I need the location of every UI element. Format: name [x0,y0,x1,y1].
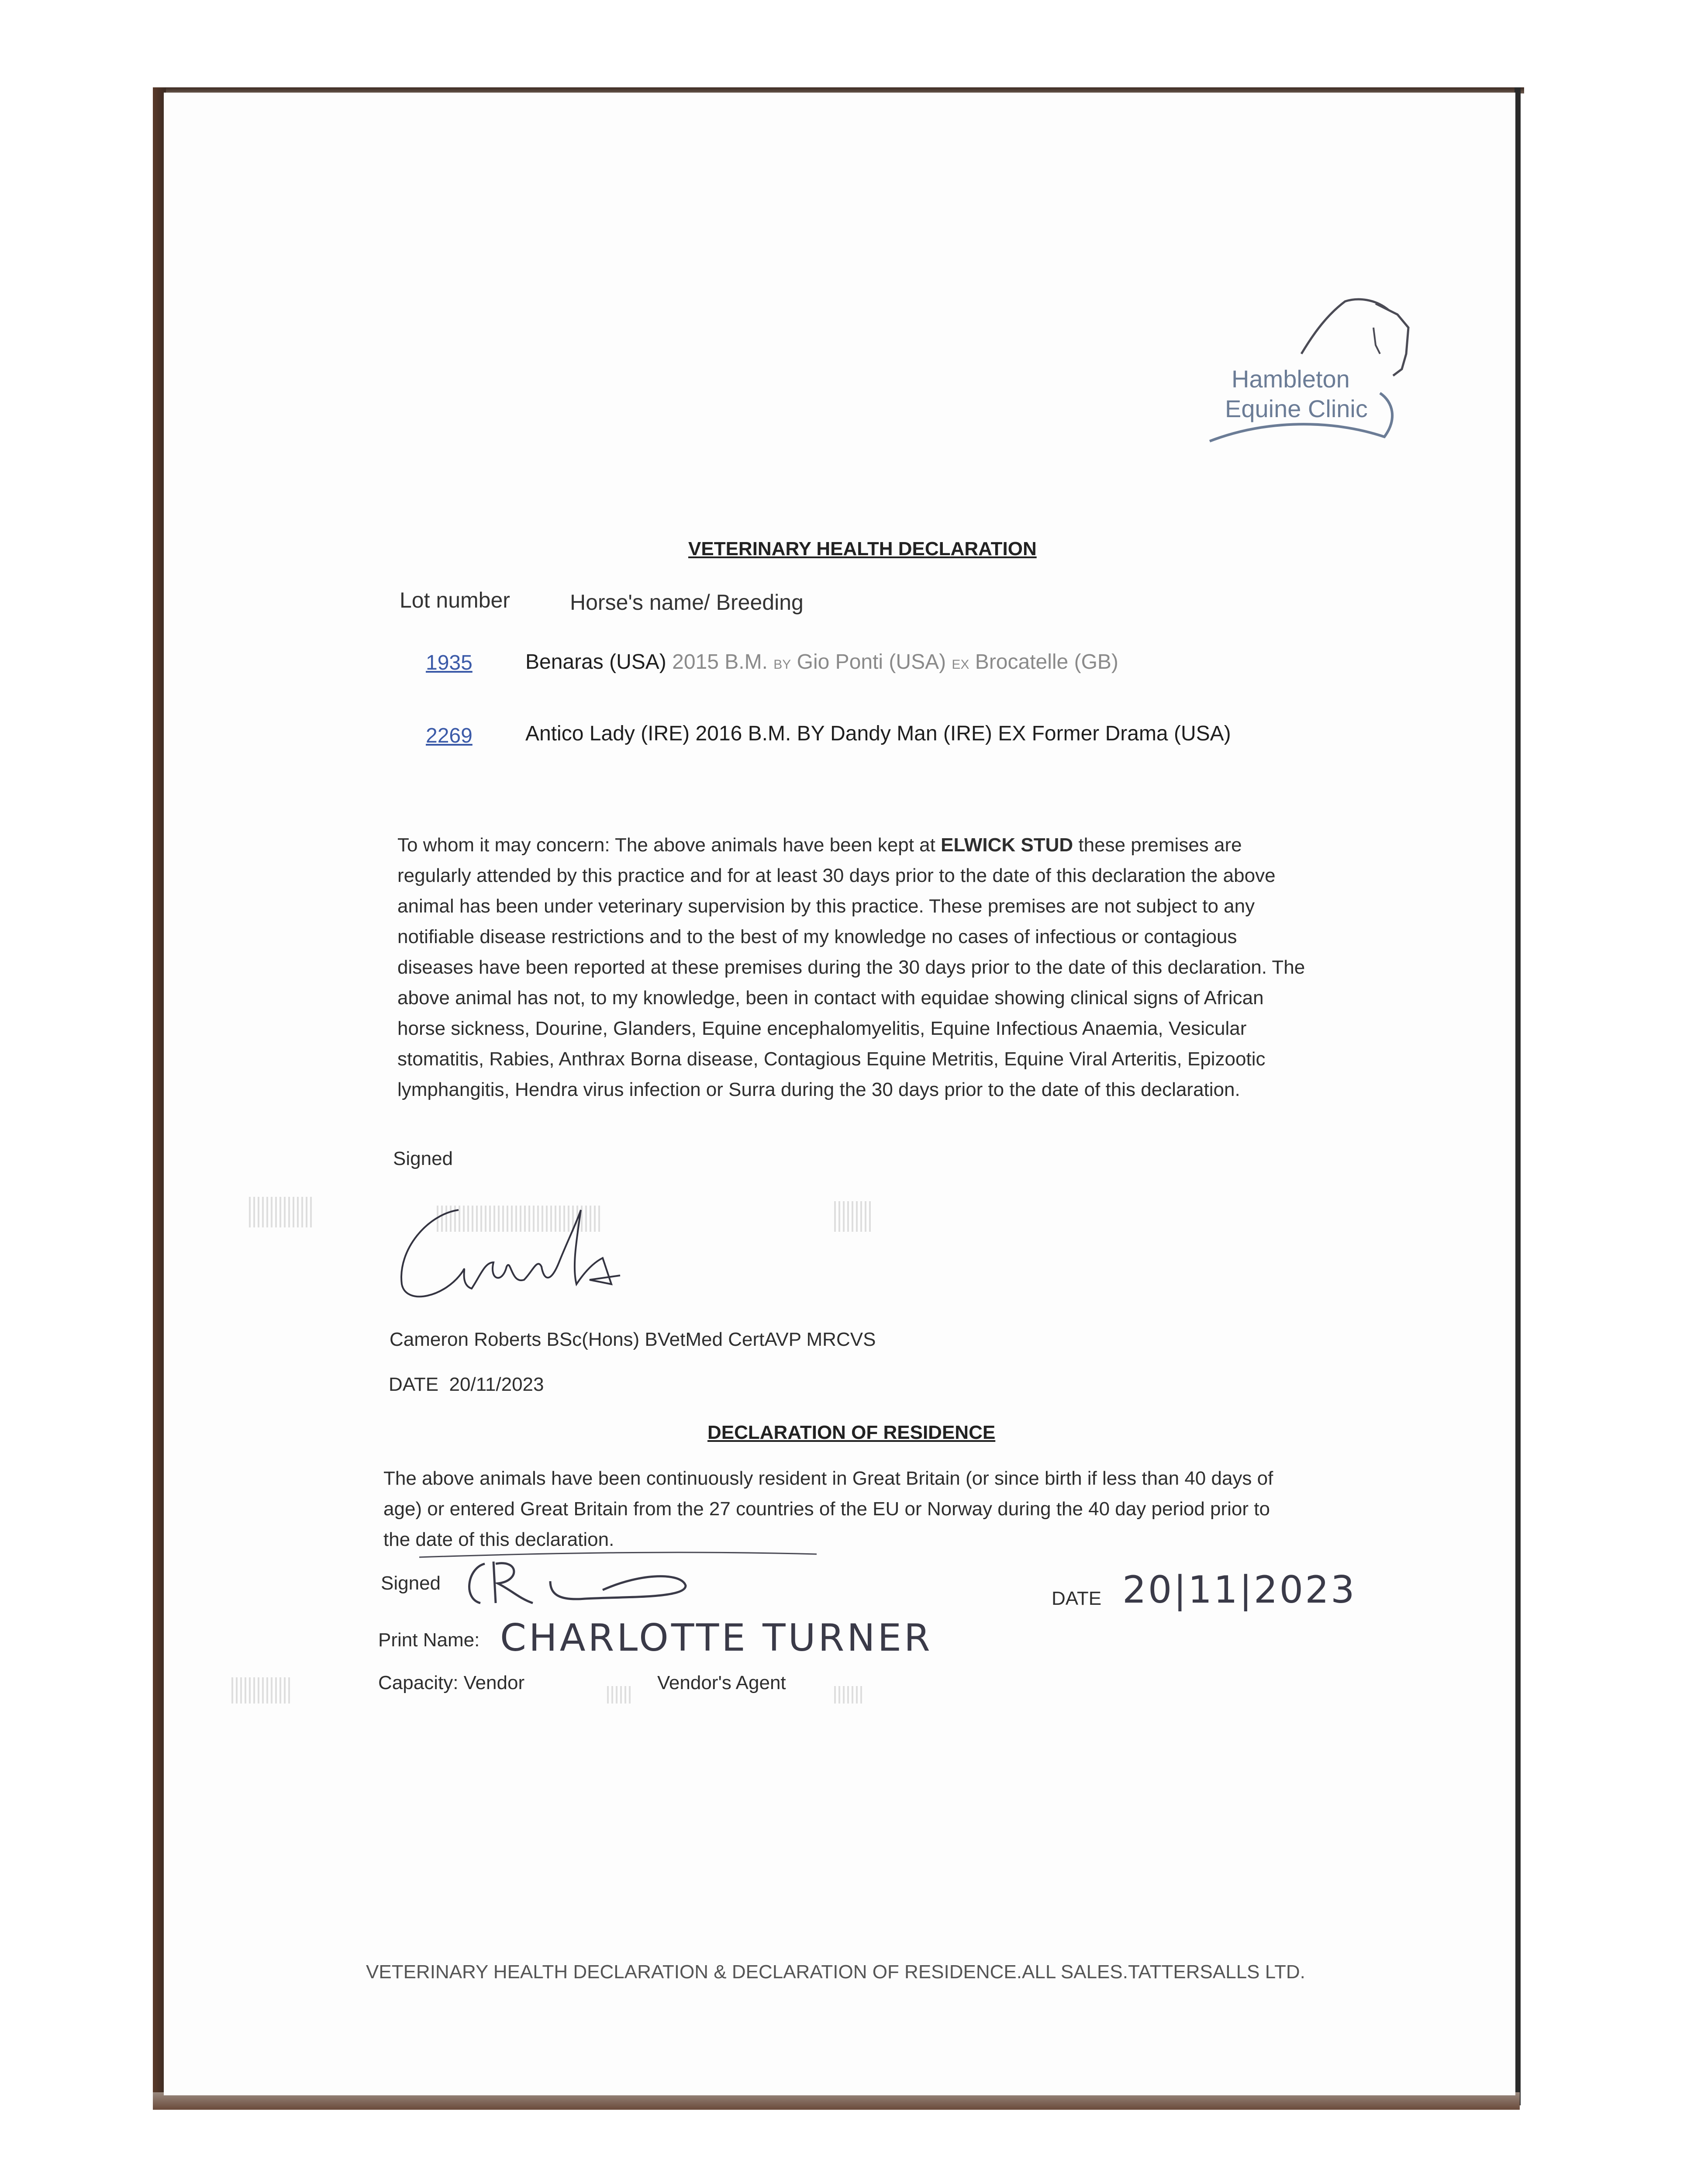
print-name-label: Print Name: [378,1629,480,1651]
by-label: BY [773,657,791,672]
declaration-body: these premises are regularly attended by this practice and for at least 30 days prior to the date of this declaration the above animal has been under veterinary supervision by this practice. These premises are not subject to any notifiable disease restrictions and to the best of my knowledge no cases of infectious or contagious diseases have been reported at these premises during the 30 days prior to the date of this declaration. The above animal has not, to my knowledge, been in contact with equidae showing clinical signs of African horse sickness, Dourine, Glanders, Equine encephalomyelitis, Equine Infectious Anaemia, Vesicular stomatitis, Rabies, Anthrax Borna disease, Contagious Equine Metritis, Equine Viral Arteritis, Epizootic lymphangitis, Hendra virus infection or Surra during the 30 days prior to the date of this declaration. [397,834,1305,1100]
vet-date-label: DATE [389,1374,439,1395]
ex-label: EX [952,657,969,672]
declaration-paragraph [397,830,1306,1105]
print-name-handwritten: CHARLOTTE TURNER [500,1616,933,1660]
residence-title: DECLARATION OF RESIDENCE [707,1422,996,1443]
residence-signed-label: Signed [381,1572,441,1594]
sire-name: Gio Ponti (USA) [797,650,946,674]
horse-name: Benaras (USA) [525,650,666,674]
lot-number-link[interactable]: 2269 [426,724,473,747]
residence-date-handwritten: 20|11|2023 [1122,1568,1356,1612]
dam-name: Brocatelle (GB) [975,650,1118,674]
scan-artifact [231,1677,293,1704]
residence-paragraph: The above animals have been continuously resident in Great Britain (or since birth if less than 40 days of age) or entered Great Britain from the 27 countries of the EU or Norway during the 40 day period prior to the date of this declaration. [383,1468,1273,1550]
scan-artifact [607,1686,633,1704]
residence-date-label: DATE [1052,1588,1102,1609]
vendor-signature [459,1555,694,1612]
scan-artifact [249,1197,314,1227]
vet-date-value: 20/11/2023 [449,1374,544,1395]
capacity-option: Vendor's Agent [657,1672,786,1693]
column-header-lot: Lot number [400,588,510,612]
clinic-logo [1201,288,1428,459]
declaration-intro: To whom it may concern: The above animals have been kept at [397,834,941,856]
photo-edge-right [1515,87,1521,2105]
horse-breeding [525,650,1118,674]
lot-number-link[interactable]: 1935 [426,651,473,674]
vet-name: Cameron Roberts BSc(Hons) BVetMed CertAVP MRCVS [390,1329,876,1350]
scan-artifact [834,1201,873,1232]
page-title: VETERINARY HEALTH DECLARATION [688,538,1037,560]
footer-text: VETERINARY HEALTH DECLARATION & DECLARATION OF RESIDENCE.ALL SALES.TATTERSALLS LTD. [366,1961,1305,1983]
horse-breeding: Antico Lady (IRE) 2016 B.M. BY Dandy Man (IRE) EX Former Drama (USA) [525,722,1231,745]
vet-signature [393,1197,638,1310]
column-header-horse: Horse's name/ Breeding [570,590,804,615]
logo-line-2: Equine Clinic [1225,395,1368,422]
vet-date [389,1374,544,1396]
logo-line-1: Hambleton [1232,365,1350,393]
capacity-label: Capacity: Vendor [378,1672,525,1693]
horse-year: 2015 B.M. [672,650,768,674]
premises-name: ELWICK STUD [941,834,1073,856]
scan-artifact [834,1686,865,1704]
vet-signed-label: Signed [393,1148,453,1169]
